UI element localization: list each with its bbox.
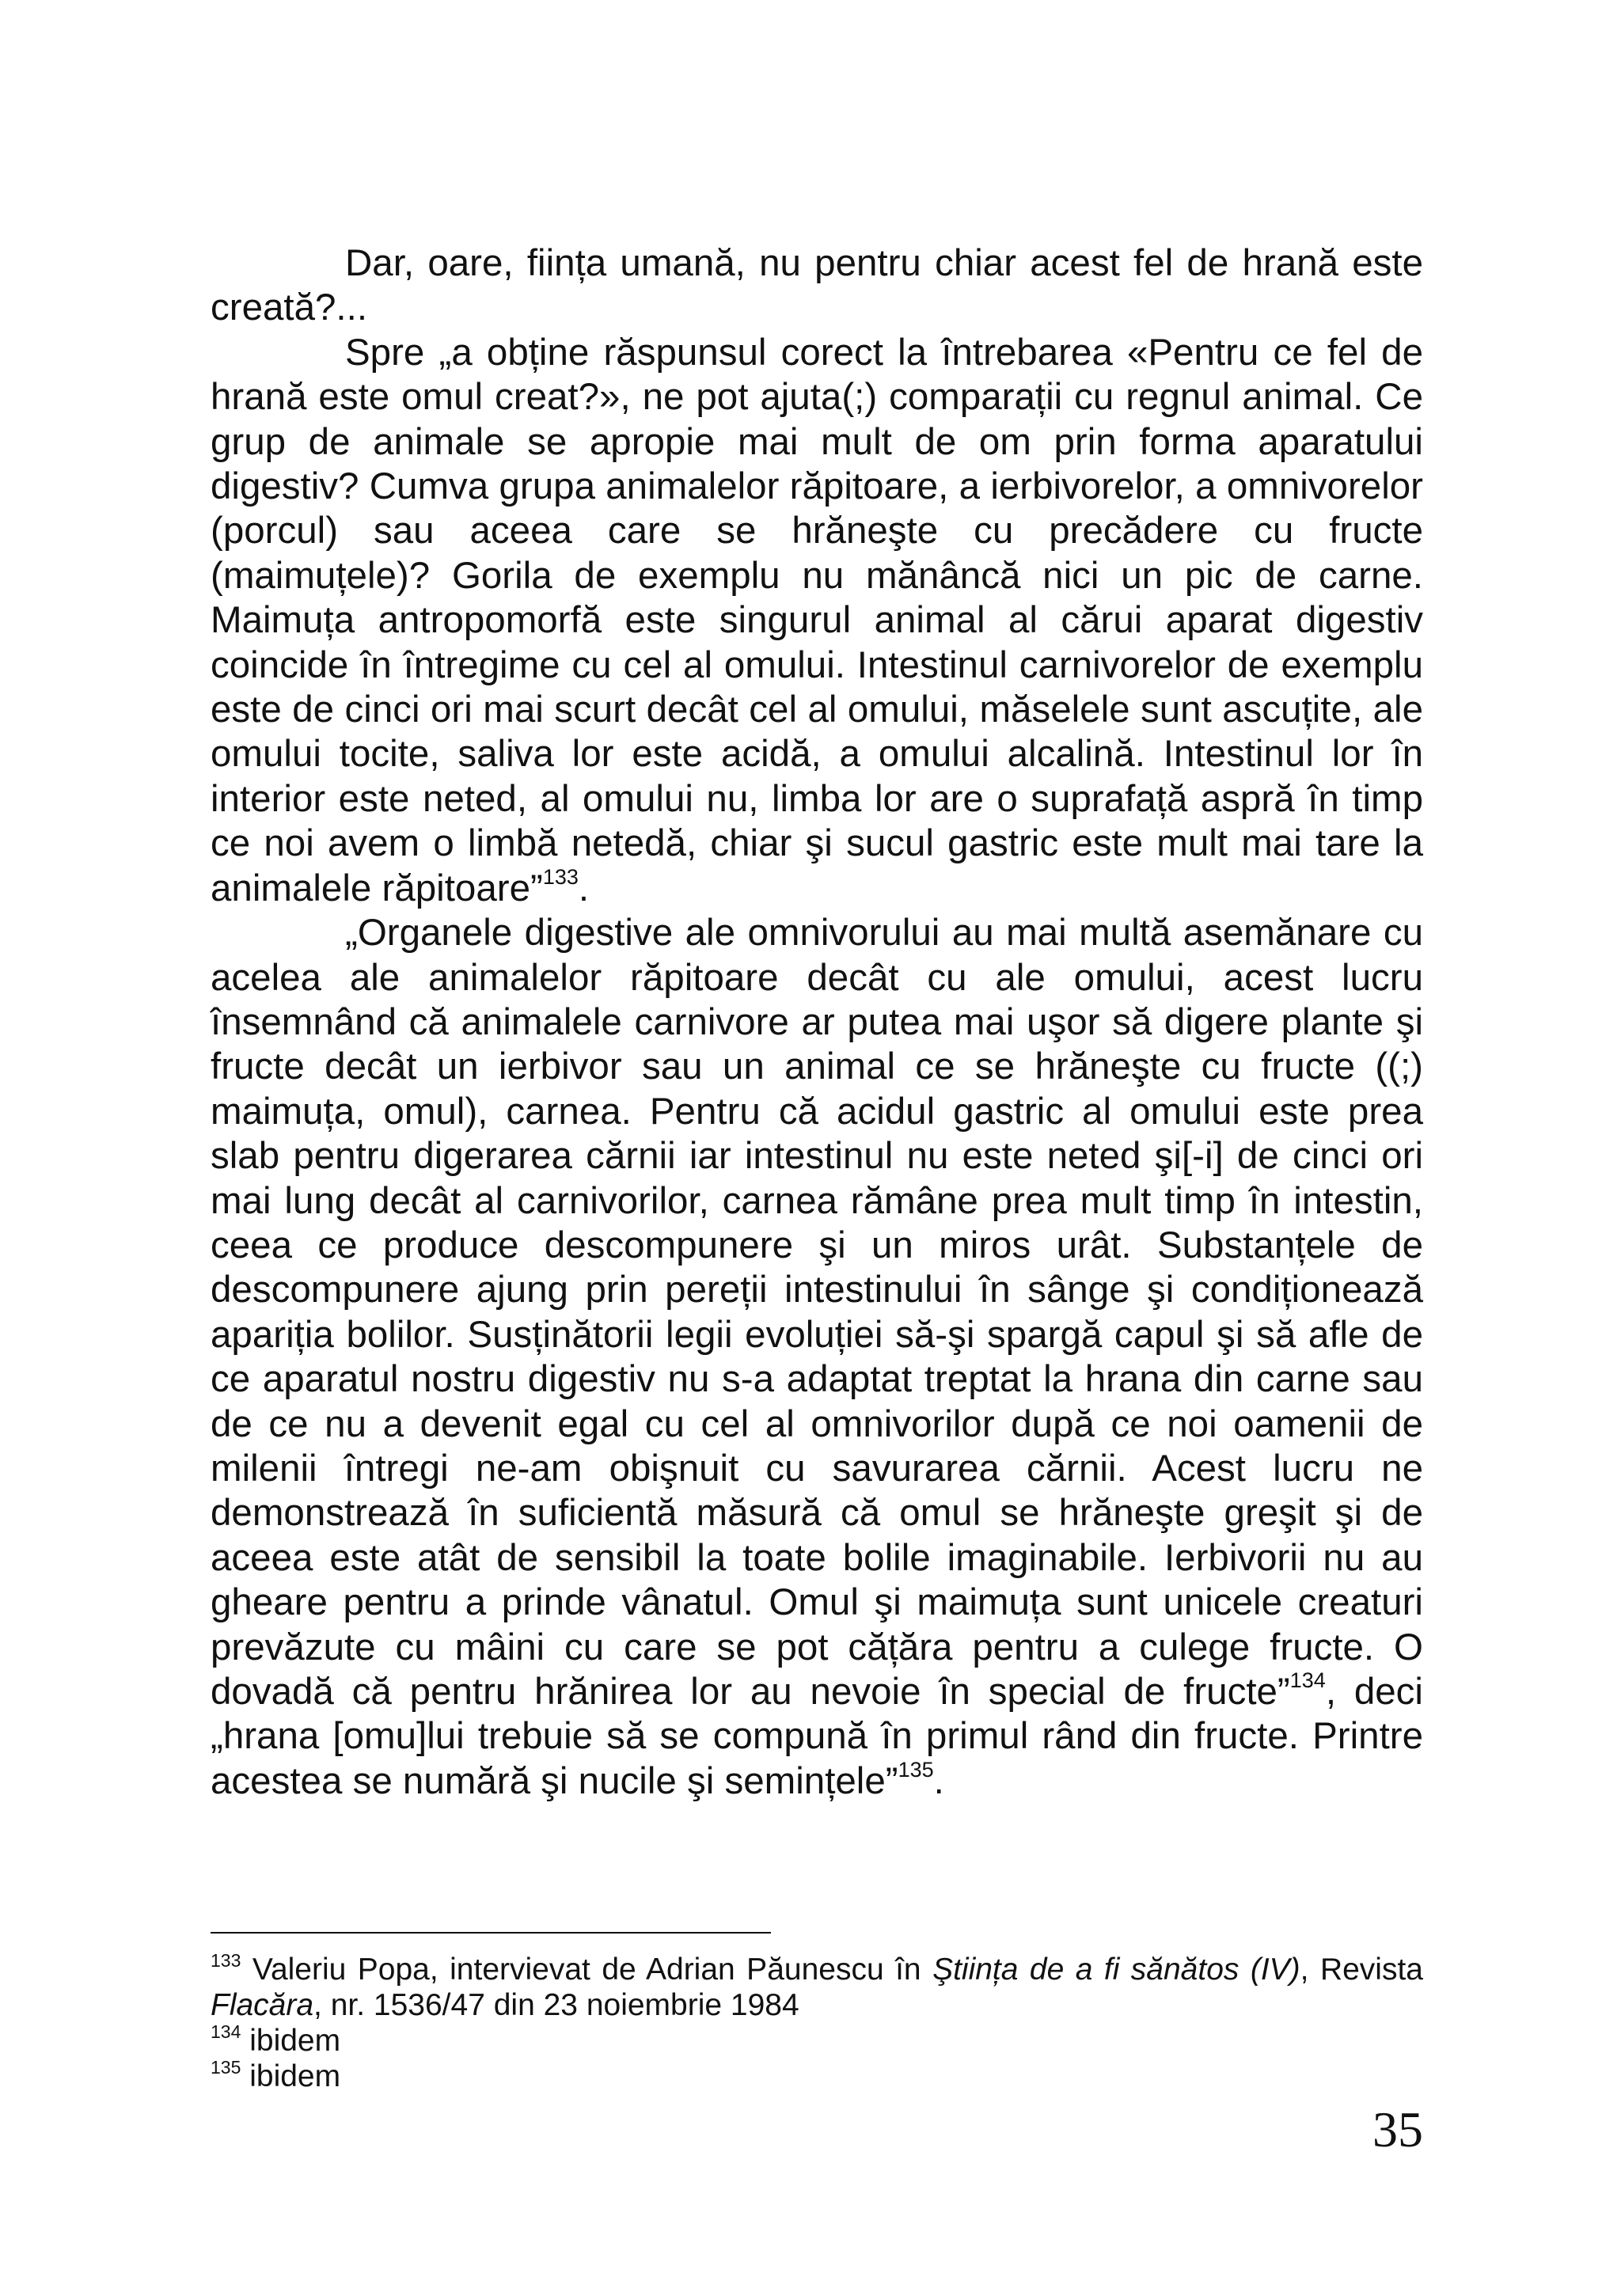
footnote-ref-135: 135 <box>898 1757 934 1782</box>
footnote-text: ibidem <box>241 2024 341 2058</box>
footnote-text: Valeriu Popa, intervievat de Adrian Păunescu în <box>241 1953 933 1987</box>
footnote-ref-133: 133 <box>542 864 579 889</box>
footnote-ref-134: 134 <box>1289 1668 1326 1693</box>
footnote-number: 135 <box>211 2057 241 2078</box>
paragraph-3-text: „Organele digestive ale omnivorului au mai multă asemănare cu acelea ale animalelor răpitoare decât cu ale omului, acest lucru însemnând că animalele carnivore ar putea mai uşor să digere plante şi fructe decât un ierbivor sau un animal ce se hrăneşte cu fructe ((;) maimuța, omul), carnea. Pentru că acidul gastric al omului este prea slab pentru digerarea cărnii iar intestinul nu este neted şi[-i] de cinci ori mai lung decât al carnivorilor, carnea rămâne prea mult timp în intestin, ceea ce produce descompunere şi un miros urât. Substanțele de descompunere ajung prin pereții intestinului în sânge şi condiționează apariția bolilor. Susținătorii legii evoluției să-şi spargă capul şi să afle de ce aparatul nostru digestiv nu s-a adaptat treptat la hrana din carne sau de ce nu a devenit egal cu cel al omnivorilor după ce noi oamenii de milenii întregi ne-am obişnuit cu savurarea cărnii. Acest lucru ne demonstrează în suficientă măsură că omul se hrăneşte greşit şi de aceea este atât de sensibil la toate bolile imaginabile. Ierbivorii nu au gheare pentru a prinde vânatul. Omul şi maimuța sunt unicele creaturi prevăzute cu mâini cu care se pot cățăra pentru a culege fructe. O dovadă că pentru hrănirea lor au nevoie în special de fructe” <box>211 912 1423 1713</box>
paragraph-2-text: Spre „a obține răspunsul corect la întrebarea «Pentru ce fel de hrană este omul creat?», ne pot ajuta(;) comparații cu regnul animal. Ce grup de animale se apropie mai mult de om prin forma aparatului digestiv? Cumva grupa animalelor răpitoare, a ierbivorelor, a omnivorelor (porcul) sau aceea care se hrăneşte cu precădere cu fructe (maimuțele)? Gorila de exemplu nu mănâncă nici un pic de carne. Maimuța antropomorfă este singurul animal al cărui aparat digestiv coincide în întregime cu cel al omului. Intestinul carnivorelor de exemplu este de cinci ori mai scurt decât cel al omului, măselele sunt ascuțite, ale omului tocite, saliva lor este acidă, a omului alcalină. Intestinul lor în interior este neted, al omului nu, limba lor are o suprafață aspră în timp ce noi avem o limbă netedă, chiar şi sucul gastric este mult mai tare la animalele răpitoare” <box>211 331 1423 909</box>
footnote-book-title: Ştiința de a fi sănătos (IV) <box>932 1953 1300 1987</box>
paragraph-2-end: . <box>578 867 590 909</box>
footnote-text: , nr. 1536/47 din 23 noiembrie 1984 <box>313 1988 799 2022</box>
footnote-separator <box>211 1932 771 1934</box>
footnote-133 <box>211 1952 1423 2023</box>
footnotes <box>211 1952 1423 2094</box>
footnote-134 <box>211 2023 1423 2059</box>
paragraph-3-mid: , deci „hrana [omu]lui trebuie să se compună în primul rând din fructe. Printre acestea se numără şi nucile şi semințele” <box>211 1671 1423 1802</box>
footnote-135 <box>211 2059 1423 2094</box>
page-number: 35 <box>1372 2101 1423 2157</box>
footnote-number: 133 <box>211 1950 241 1971</box>
paragraph-2 <box>211 331 1423 911</box>
footnote-number: 134 <box>211 2021 241 2042</box>
paragraph-3 <box>211 911 1423 1804</box>
footnote-journal-title: Flacăra <box>211 1988 314 2022</box>
footnote-text: , Revista <box>1300 1953 1423 1987</box>
footnote-text: ibidem <box>241 2059 341 2093</box>
paragraph-1: Dar, oare, ființa umană, nu pentru chiar acest fel de hrană este creată?... <box>211 242 1423 329</box>
body-text <box>211 241 1423 1804</box>
paragraph-3-end: . <box>933 1759 944 1802</box>
